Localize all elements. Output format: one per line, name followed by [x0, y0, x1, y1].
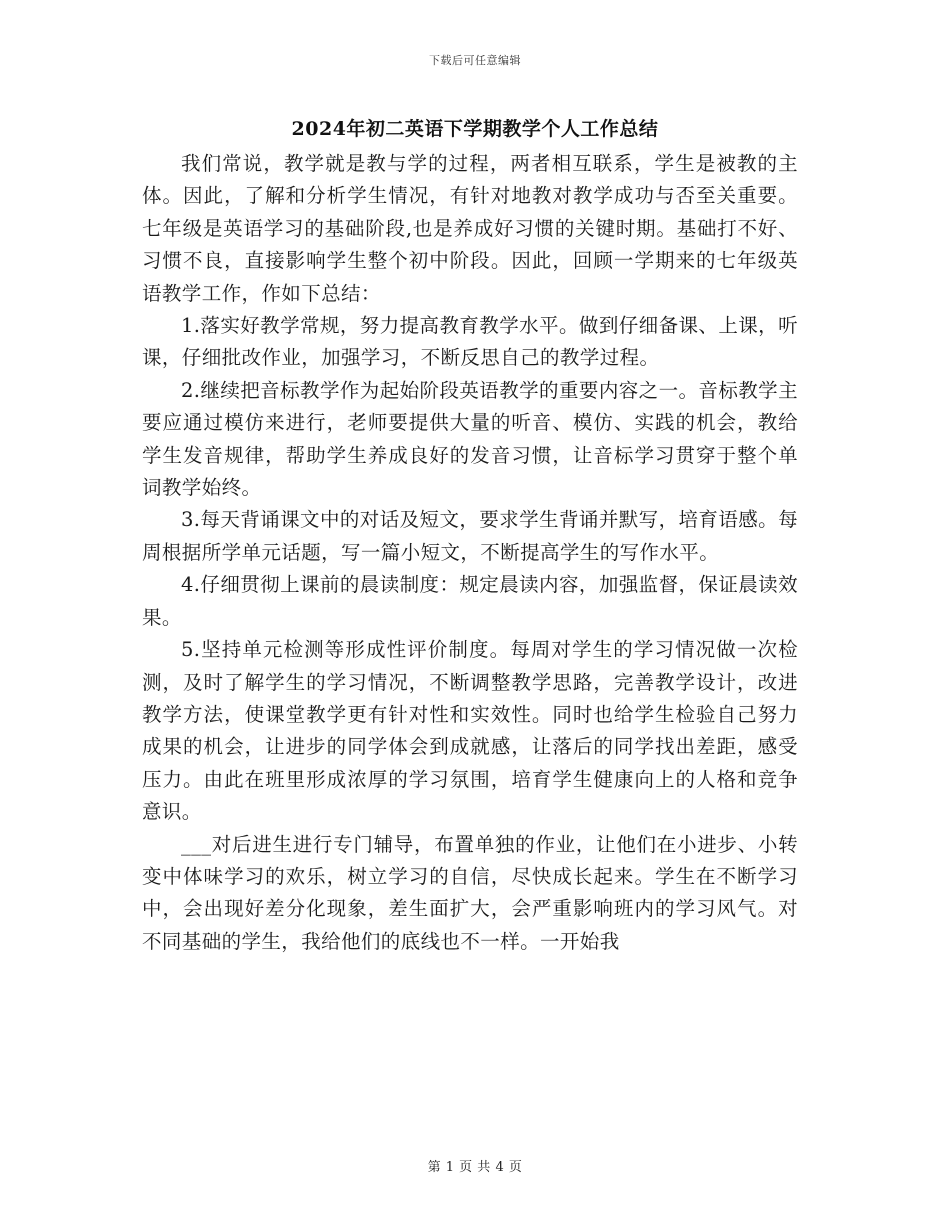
- document-title: 2024年初二英语下学期教学个人工作总结: [291, 118, 659, 140]
- paragraph-item-5: 5.坚持单元检测等形成性评价制度。每周对学生的学习情况做一次检测，及时了解学生的学习情况，不断调整教学思路，完善教学设计，改进教学方法，使课堂教学更有针对性和实效性。同时也给学生检验自己努力成果的机会，让进步的同学体会到成就感，让落后的同学找出差距，感受压力。由此在班里形成浓厚的学习氛围，培育学生健康向上的人格和竞争意识。: [142, 638, 798, 824]
- page-number-footer: 第 1 页 共 4 页: [427, 1160, 523, 1175]
- paragraph-item-1: 1.落实好教学常规，努力提高教育教学水平。做到仔细备课、上课，听课，仔细批改作业，加强学习，不断反思自己的教学过程。: [142, 314, 798, 370]
- paragraph-item-2: 2.继续把音标教学作为起始阶段英语教学的重要内容之一。音标教学主要应通过模仿来进行，老师要提供大量的听音、模仿、实践的机会，教给学生发音规律，帮助学生养成良好的发音习惯，让音标学习贯穿于整个单词教学始终。: [142, 378, 798, 500]
- paragraph-intro: 我们常说，教学就是教与学的过程，两者相互联系，学生是被教的主体。因此，了解和分析学生情况，有针对地教对教学成功与否至关重要。七年级是英语学习的基础阶段,也是养成好习惯的关键时期。基础打不好、习惯不良，直接影响学生整个初中阶段。因此，回顾一学期来的七年级英语教学工作，作如下总结：: [142, 152, 798, 305]
- paragraph-item-3: 3.每天背诵课文中的对话及短文，要求学生背诵并默写，培育语感。每周根据所学单元话题，写一篇小短文，不断提高学生的写作水平。: [142, 508, 798, 564]
- paragraph-item-6: ___对后进生进行专门辅导，布置单独的作业，让他们在小进步、小转变中体味学习的欢乐，树立学习的自信，尽快成长起来。学生在不断学习中，会出现好差分化现象，差生面扩大，会严重影响班内的学习风气。对不同基础的学生，我给他们的底线也不一样。一开始我: [142, 832, 798, 953]
- page-header-note: 下载后可任意编辑: [429, 54, 521, 67]
- document-body: [142, 148, 798, 958]
- paragraph-item-4: 4.仔细贯彻上课前的晨读制度：规定晨读内容，加强监督，保证晨读效果。: [142, 573, 798, 629]
